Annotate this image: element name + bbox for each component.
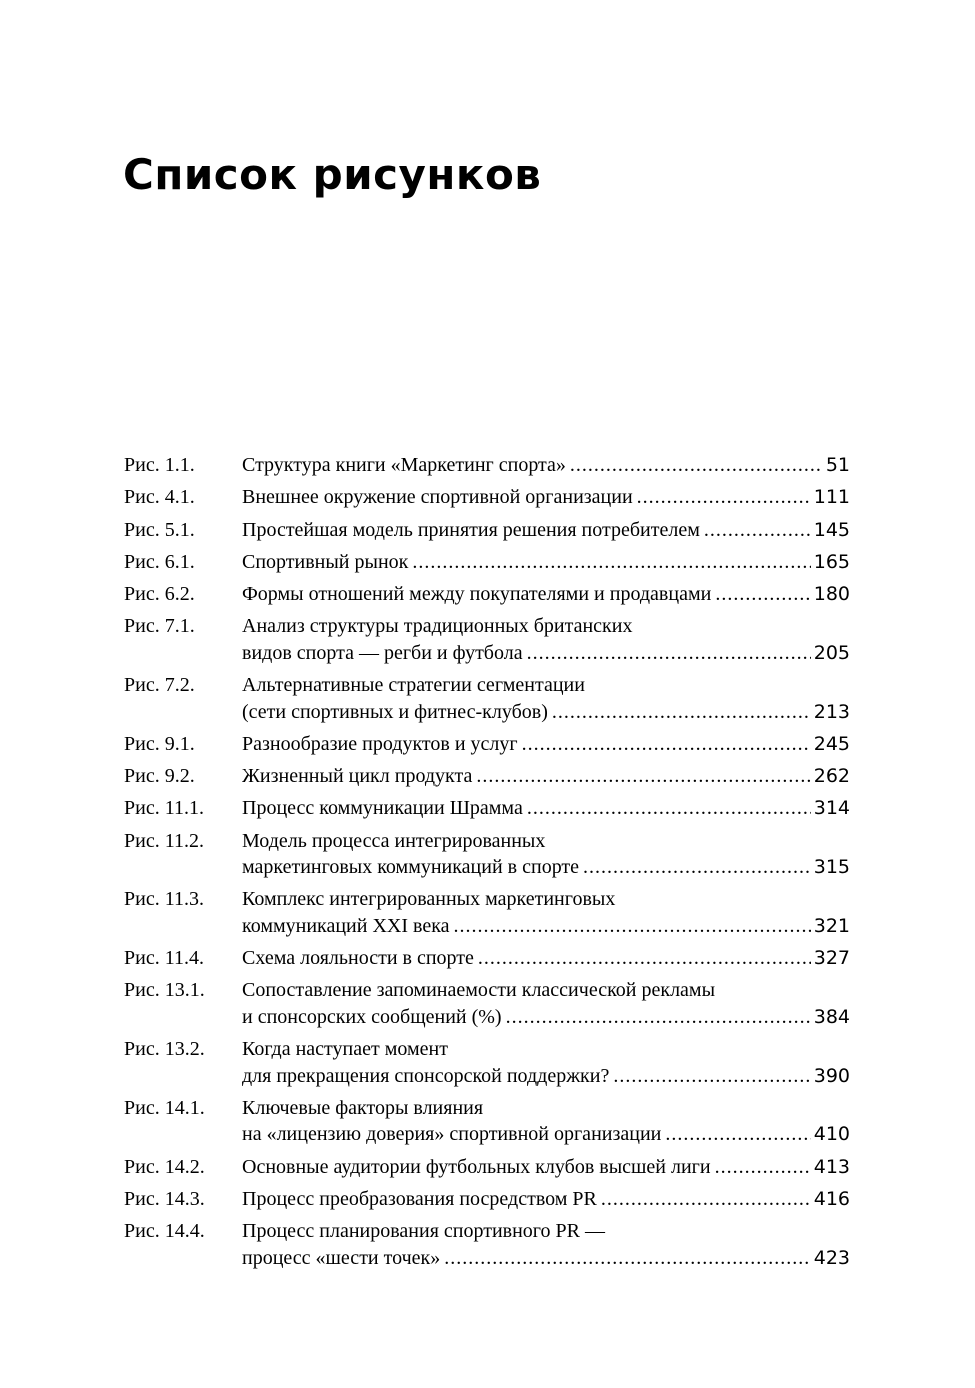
figure-caption-line: на «лицензию доверия» спортивной организации xyxy=(242,1123,662,1146)
dot-leader xyxy=(453,913,810,939)
page-number: 327 xyxy=(813,947,850,970)
page-number: 205 xyxy=(813,641,850,664)
figure-entry xyxy=(124,795,850,821)
figure-caption-line: Сопоставление запоминаемости классической рекламы xyxy=(242,979,716,1002)
figure-caption-line: Процесс планирования спортивного PR — xyxy=(242,1220,605,1243)
figure-caption xyxy=(242,1095,850,1148)
figure-caption-line: видов спорта — регби и футбола xyxy=(242,641,523,664)
figure-number: Рис. 7.1. xyxy=(124,615,195,638)
figure-caption-line: Спортивный рынок xyxy=(242,550,409,573)
page-number: 51 xyxy=(825,454,850,476)
page-number: 390 xyxy=(813,1064,850,1087)
figure-entry xyxy=(124,828,850,881)
dot-leader xyxy=(570,452,823,478)
dot-leader xyxy=(412,549,810,575)
figure-caption-line: Жизненный цикл продукта xyxy=(242,765,473,788)
page-number: 262 xyxy=(813,765,850,788)
page-number: 423 xyxy=(813,1246,850,1269)
figure-caption-line: Модель процесса интегрированных xyxy=(242,829,546,852)
dot-leader xyxy=(527,640,811,666)
figure-number: Рис. 14.4. xyxy=(124,1220,205,1243)
figure-caption-line: Анализ структуры традиционных британских xyxy=(242,615,633,638)
page-number: 245 xyxy=(813,732,850,755)
figure-list xyxy=(124,452,850,1277)
figure-entry xyxy=(124,1095,850,1148)
figure-entry xyxy=(124,1154,850,1180)
figure-caption xyxy=(242,828,850,881)
figure-number: Рис. 11.2. xyxy=(124,829,204,852)
dot-leader xyxy=(583,854,811,880)
page-number: 165 xyxy=(813,550,850,573)
figure-number: Рис. 13.2. xyxy=(124,1038,205,1061)
figure-number: Рис. 14.1. xyxy=(124,1096,205,1119)
page-number: 315 xyxy=(813,856,850,879)
figure-caption-line: Внешнее окружение спортивной организации xyxy=(242,486,633,509)
figure-caption-line: Простейшая модель принятия решения потребителем xyxy=(242,518,700,541)
dot-leader xyxy=(444,1245,810,1271)
figure-caption-line: Ключевые факторы влияния xyxy=(242,1096,484,1119)
figure-entry xyxy=(124,1036,850,1089)
page-number: 384 xyxy=(813,1005,850,1028)
figure-entry xyxy=(124,484,850,510)
figure-caption xyxy=(242,581,850,607)
figure-entry xyxy=(124,1218,850,1271)
figure-caption xyxy=(242,672,850,725)
dot-leader xyxy=(527,795,811,821)
figure-caption-line: Процесс преобразования посредством PR xyxy=(242,1187,597,1210)
dot-leader xyxy=(704,517,811,543)
page-number: 180 xyxy=(813,583,850,606)
figure-caption xyxy=(242,1036,850,1089)
figure-entry xyxy=(124,1186,850,1212)
page-number: 314 xyxy=(813,797,850,820)
figure-number: Рис. 4.1. xyxy=(124,486,195,509)
figure-caption-line: для прекращения спонсорской поддержки? xyxy=(242,1064,610,1087)
figure-caption-line: Основные аудитории футбольных клубов высшей лиги xyxy=(242,1155,711,1178)
figure-number: Рис. 11.3. xyxy=(124,888,204,911)
dot-leader xyxy=(601,1186,811,1212)
figure-caption-line: Альтернативные стратегии сегментации xyxy=(242,674,585,697)
figure-entry xyxy=(124,977,850,1030)
figure-number: Рис. 14.3. xyxy=(124,1187,205,1210)
page-title: Список рисунков xyxy=(123,150,542,199)
figure-caption xyxy=(242,977,850,1030)
figure-caption xyxy=(242,517,850,543)
dot-leader xyxy=(665,1121,810,1147)
figure-number: Рис. 7.2. xyxy=(124,674,195,697)
figure-caption-line: коммуникаций XXI века xyxy=(242,914,450,937)
page-number: 145 xyxy=(813,518,850,541)
figure-number: Рис. 13.1. xyxy=(124,979,205,1002)
figure-entry xyxy=(124,731,850,757)
figure-caption xyxy=(242,1218,850,1271)
figure-caption-line: Структура книги «Маркетинг спорта» xyxy=(242,454,566,476)
figure-entry xyxy=(124,886,850,939)
page-number: 213 xyxy=(813,700,850,723)
figure-entry xyxy=(124,672,850,725)
figure-caption xyxy=(242,763,850,789)
figure-caption xyxy=(242,945,850,971)
figure-number: Рис. 9.2. xyxy=(124,765,195,788)
page-number: 321 xyxy=(813,914,850,937)
figure-number: Рис. 5.1. xyxy=(124,518,195,541)
dot-leader xyxy=(522,731,811,757)
figure-caption xyxy=(242,795,850,821)
figure-caption xyxy=(242,1154,850,1180)
dot-leader xyxy=(552,699,811,725)
figure-caption-line: (сети спортивных и фитнес-клубов) xyxy=(242,700,548,723)
dot-leader xyxy=(613,1063,810,1089)
dot-leader xyxy=(715,581,810,607)
figure-caption-line: Когда наступает момент xyxy=(242,1038,448,1061)
dot-leader xyxy=(506,1004,811,1030)
figure-caption xyxy=(242,549,850,575)
figure-caption-line: Формы отношений между покупателями и продавцами xyxy=(242,583,712,606)
figure-caption-line: Разнообразие продуктов и услуг xyxy=(242,732,518,755)
figure-caption xyxy=(242,1186,850,1212)
page-number: 111 xyxy=(813,486,850,509)
figure-entry xyxy=(124,517,850,543)
figure-entry xyxy=(124,549,850,575)
figure-entry xyxy=(124,945,850,971)
figure-entry xyxy=(124,613,850,666)
figure-caption-line: процесс «шести точек» xyxy=(242,1246,441,1269)
figure-caption-line: и спонсорских сообщений (%) xyxy=(242,1005,502,1028)
figure-number: Рис. 9.1. xyxy=(124,732,195,755)
figure-number: Рис. 11.4. xyxy=(124,947,204,970)
dot-leader xyxy=(715,1154,811,1180)
figure-caption-line: маркетинговых коммуникаций в спорте xyxy=(242,856,580,879)
figure-entry xyxy=(124,581,850,607)
page-number: 416 xyxy=(813,1187,850,1210)
figure-caption xyxy=(242,484,850,510)
dot-leader xyxy=(476,763,810,789)
figure-number: Рис. 6.1. xyxy=(124,550,195,573)
figure-caption-line: Комплекс интегрированных маркетинговых xyxy=(242,888,616,911)
figure-caption xyxy=(242,613,850,666)
dot-leader xyxy=(637,484,811,510)
page-number: 410 xyxy=(813,1123,850,1146)
figure-number: Рис. 11.1. xyxy=(124,797,204,820)
figure-entry xyxy=(124,452,850,478)
figure-caption xyxy=(242,886,850,939)
figure-number: Рис. 1.1. xyxy=(124,454,195,476)
figure-caption-line: Процесс коммуникации Шрамма xyxy=(242,797,523,820)
figure-caption-line: Схема лояльности в спорте xyxy=(242,947,474,970)
figure-caption xyxy=(242,731,850,757)
page-number: 413 xyxy=(813,1155,850,1178)
figure-caption xyxy=(242,452,850,478)
figure-entry xyxy=(124,763,850,789)
dot-leader xyxy=(478,945,811,971)
figure-number: Рис. 6.2. xyxy=(124,583,195,606)
figure-number: Рис. 14.2. xyxy=(124,1155,205,1178)
